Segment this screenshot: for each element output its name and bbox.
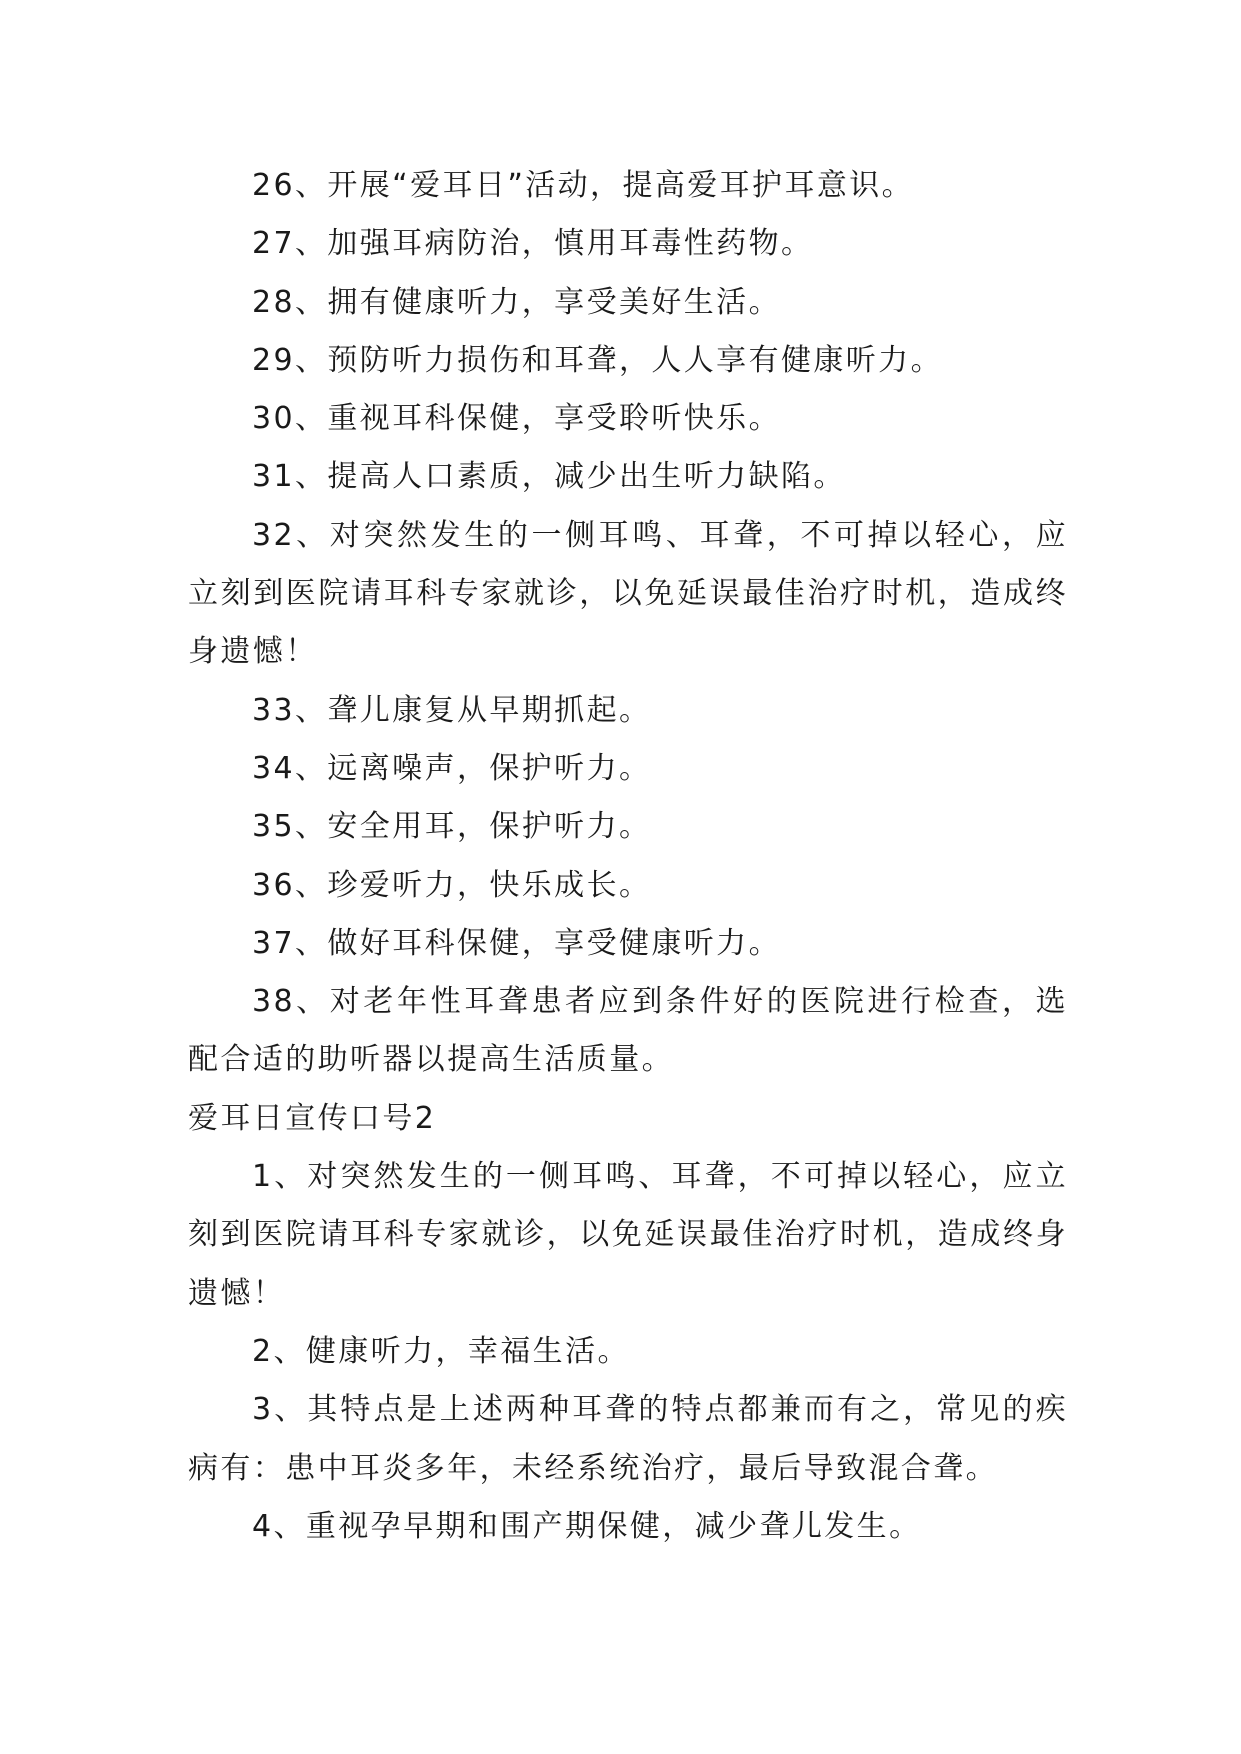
slogan-item-27: 27、加强耳病防治，慎用耳毒性药物。 [252, 226, 814, 262]
slogan-item-31: 31、提高人口素质，减少出生听力缺陷。 [252, 459, 846, 495]
slogan-item-32: 32、对突然发生的一侧耳鸣、耳聋，不可掉以轻心，应立刻到医院请耳科专家就诊，以免延误最佳治疗时机，造成终身遗憾！ [188, 517, 1068, 670]
slogan-item-34: 34、远离噪声，保护听力。 [252, 750, 652, 786]
slogan-item-33: 33、聋儿康复从早期抓起。 [252, 692, 652, 728]
slogan2-item-1: 1、对突然发生的一侧耳鸣、耳聋，不可掉以轻心，应立刻到医院请耳科专家就诊，以免延误最佳治疗时机，造成终身遗憾！ [188, 1159, 1068, 1311]
slogan-item-26: 26、开展“爱耳日”活动，提高爱耳护耳意识。 [252, 168, 915, 203]
slogan2-item-3: 3、其特点是上述两种耳聋的特点都兼而有之，常见的疾病有：患中耳炎多年，未经系统治疗，最后导致混合聋。 [188, 1392, 1068, 1486]
slogan-item-35: 35、安全用耳，保护听力。 [252, 809, 652, 845]
slogan2-item-2: 2、健康听力，幸福生活。 [252, 1333, 630, 1369]
slogan-item-29: 29、预防听力损伤和耳聋，人人享有健康听力。 [252, 342, 943, 378]
slogan-item-38: 38、对老年性耳聋患者应到条件好的医院进行检查，选配合适的助听器以提高生活质量。 [188, 984, 1068, 1078]
slogan-item-28: 28、拥有健康听力，享受美好生活。 [252, 284, 781, 320]
document-body [188, 157, 1068, 1556]
slogan-item-30: 30、重视耳科保健，享受聆听快乐。 [252, 401, 781, 437]
slogan-item-37: 37、做好耳科保健，享受健康听力。 [252, 925, 781, 961]
slogan2-item-4: 4、重视孕早期和围产期保健，减少聋儿发生。 [252, 1508, 922, 1544]
slogan-item-36: 36、珍爱听力，快乐成长。 [252, 867, 652, 903]
section-heading: 爱耳日宣传口号2 [188, 1100, 437, 1136]
